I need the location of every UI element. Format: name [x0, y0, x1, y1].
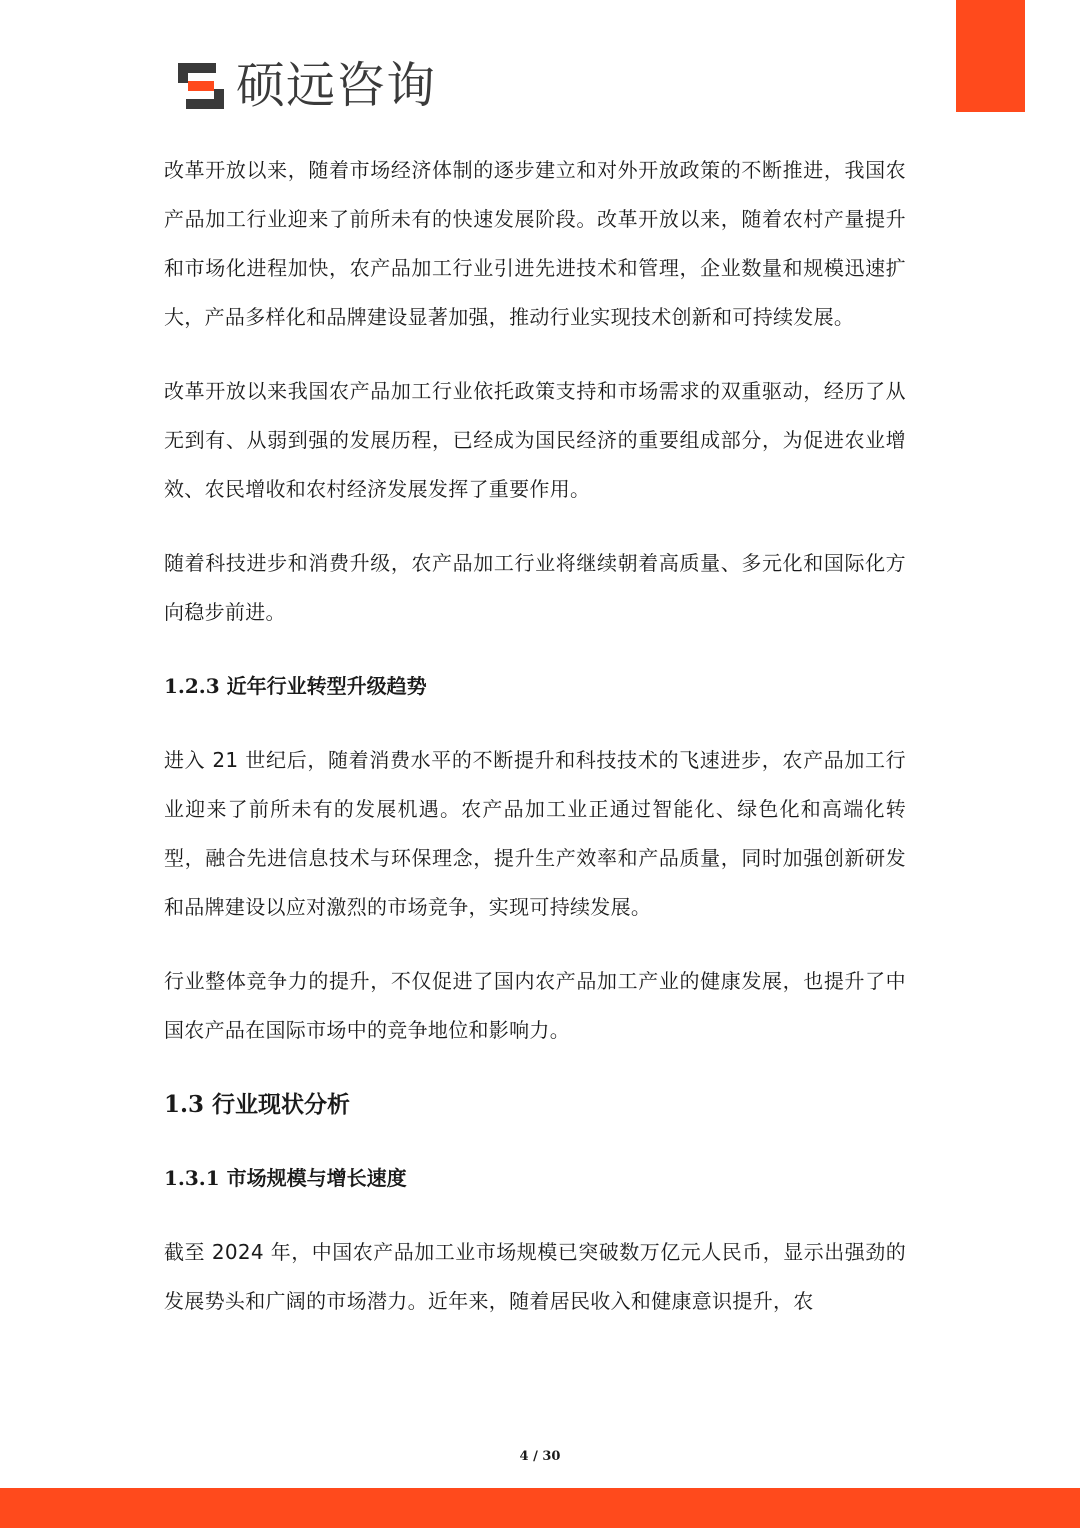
corner-accent-tab: [956, 0, 1025, 112]
page-number: 4 / 30: [519, 1449, 561, 1464]
s-mark-logo-icon: [176, 61, 226, 111]
section-heading-1-3-1: 1.3.1 市场规模与增长速度: [164, 1166, 407, 1190]
paragraph: 随着科技进步和消费升级，农产品加工行业将继续朝着高质量、多元化和国际化方向稳步前进。: [164, 551, 906, 624]
section-heading-1-3: 1.3 行业现状分析: [164, 1091, 351, 1118]
paragraph: 行业整体竞争力的提升，不仅促进了国内农产品加工产业的健康发展，也提升了中国农产品在国际市场中的竞争地位和影响力。: [164, 969, 906, 1042]
paragraph: 进入 21 世纪后，随着消费水平的不断提升和科技技术的飞速进步，农产品加工行业迎来了前所未有的发展机遇。农产品加工业正通过智能化、绿色化和高端化转型，融合先进信息技术与环保理念，提升生产效率和产品质量，同时加强创新研发和品牌建设以应对激烈的市场竞争，实现可持续发展。: [164, 748, 906, 919]
footer-accent-band: [0, 1488, 1080, 1528]
brand-logo: [176, 58, 436, 114]
brand-name: 硕远咨询: [236, 57, 437, 114]
paragraph: 改革开放以来我国农产品加工行业依托政策支持和市场需求的双重驱动，经历了从无到有、从弱到强的发展历程，已经成为国民经济的重要组成部分，为促进农业增效、农民增收和农村经济发展发挥了重要作用。: [164, 379, 906, 501]
paragraph: 改革开放以来，随着市场经济体制的逐步建立和对外开放政策的不断推进，我国农产品加工行业迎来了前所未有的快速发展阶段。改革开放以来，随着农村产量提升和市场化进程加快，农产品加工行业引进先进技术和管理，企业数量和规模迅速扩大，产品多样化和品牌建设显著加强，推动行业实现技术创新和可持续发展。: [164, 158, 906, 329]
document-body: [164, 146, 906, 1326]
section-heading-1-2-3: 1.2.3 近年行业转型升级趋势: [164, 674, 427, 698]
paragraph: 截至 2024 年，中国农产品加工业市场规模已突破数万亿元人民币，显示出强劲的发展势头和广阔的市场潜力。近年来，随着居民收入和健康意识提升，农: [164, 1240, 906, 1313]
